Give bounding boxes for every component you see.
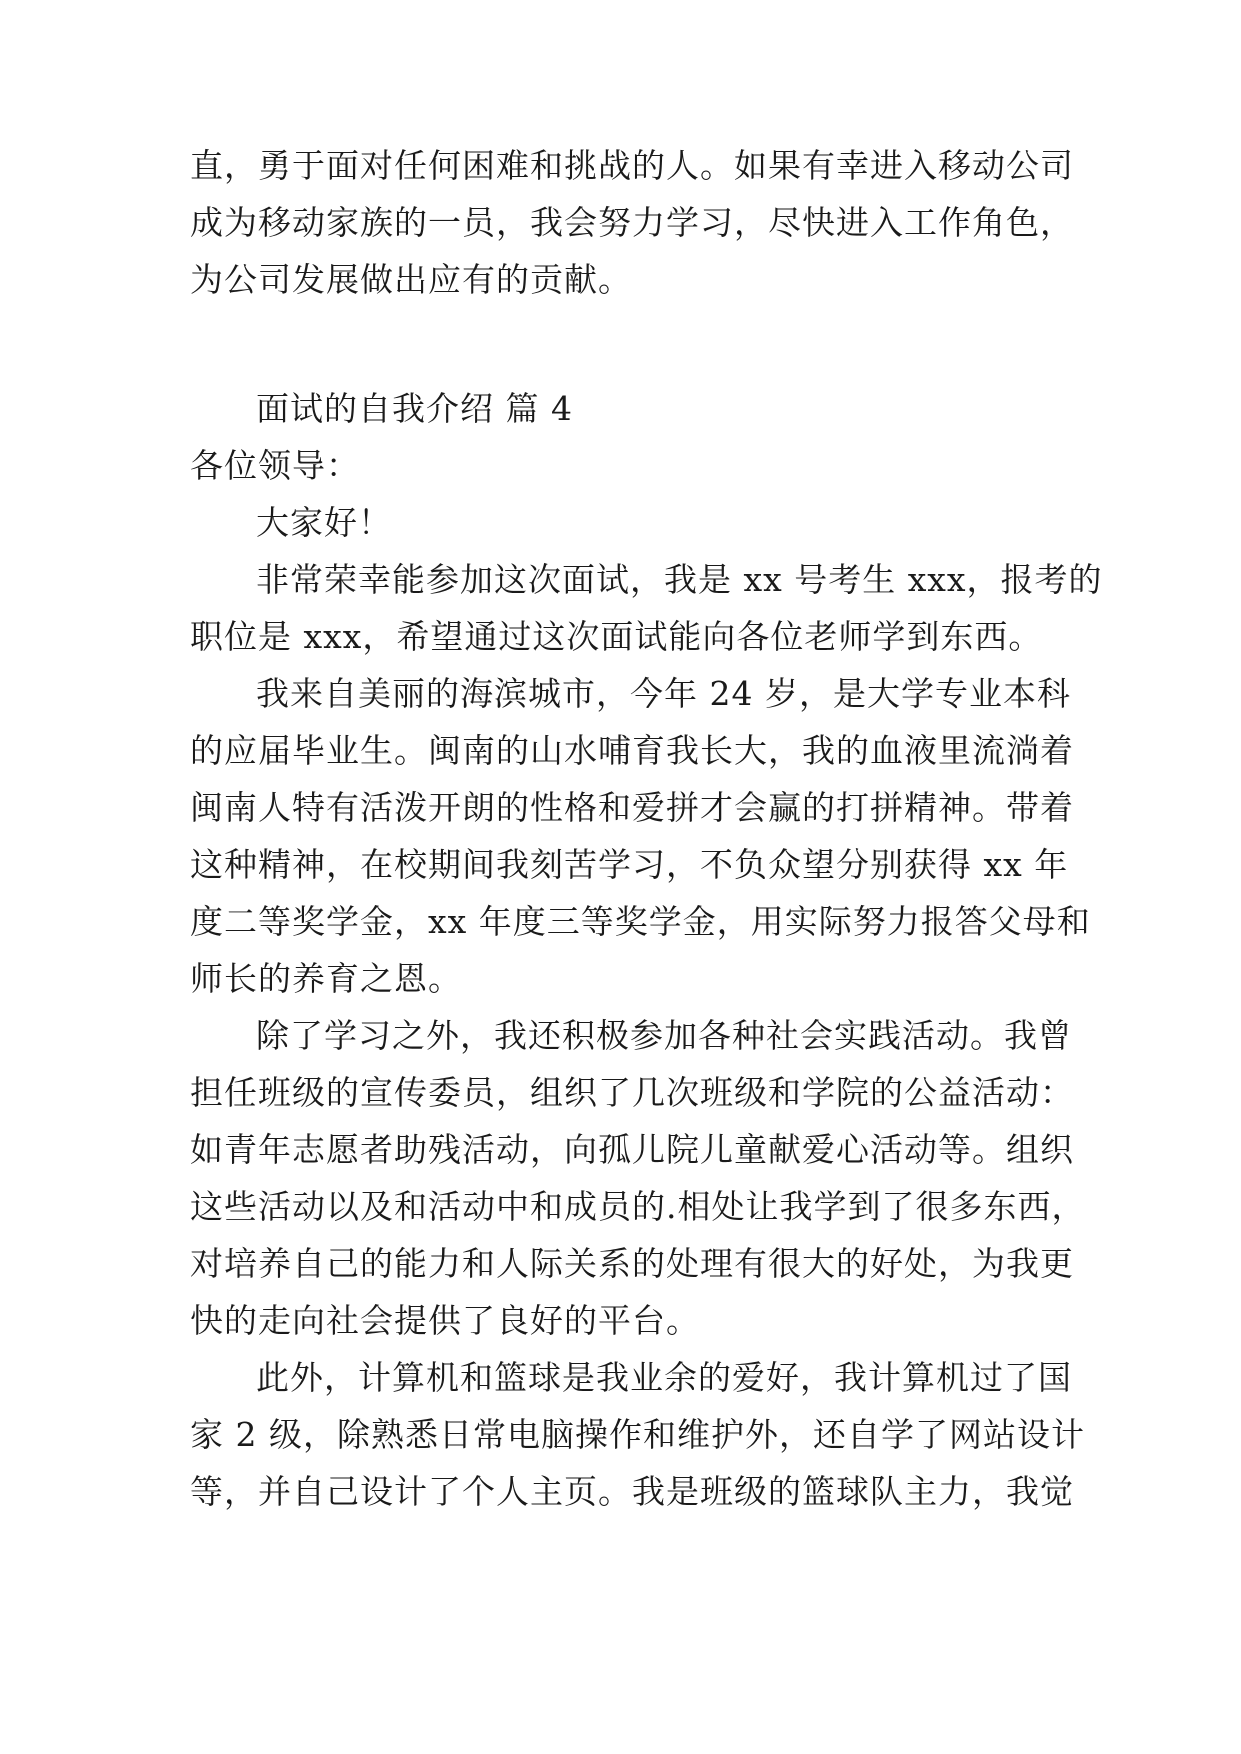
section-heading: 面试的自我介绍 篇 4 — [256, 389, 573, 428]
text-line: 如青年志愿者助残活动，向孤儿院儿童献爱心活动等。组织 — [190, 1130, 1074, 1169]
text-line: 师长的养育之恩。 — [190, 959, 462, 998]
greeting: 大家好！ — [256, 503, 392, 542]
text-line: 职位是 xxx，希望通过这次面试能向各位老师学到东西。 — [190, 617, 1043, 656]
text-line: 等，并自己设计了个人主页。我是班级的篮球队主力，我觉 — [190, 1472, 1074, 1511]
text-line: 担任班级的宣传委员，组织了几次班级和学院的公益活动： — [190, 1073, 1074, 1112]
text-line: 除了学习之外，我还积极参加各种社会实践活动。我曾 — [256, 1016, 1072, 1055]
text-line: 快的走向社会提供了良好的平台。 — [190, 1301, 700, 1340]
salutation: 各位领导： — [190, 446, 360, 485]
text-line: 直，勇于面对任何困难和挑战的人。如果有幸进入移动公司 — [190, 146, 1074, 185]
text-line: 这些活动以及和活动中和成员的.相处让我学到了很多东西， — [190, 1187, 1086, 1226]
text-line: 这种精神，在校期间我刻苦学习，不负众望分别获得 xx 年 — [190, 845, 1069, 884]
text-line: 度二等奖学金，xx 年度三等奖学金，用实际努力报答父母和 — [190, 902, 1091, 941]
text-line: 闽南人特有活泼开朗的性格和爱拼才会赢的打拼精神。带着 — [190, 788, 1074, 827]
text-line: 对培养自己的能力和人际关系的处理有很大的好处，为我更 — [190, 1244, 1074, 1283]
text-line: 非常荣幸能参加这次面试，我是 xx 号考生 xxx，报考的 — [256, 560, 1103, 599]
text-line: 家 2 级，除熟悉日常电脑操作和维护外，还自学了网站设计 — [190, 1415, 1085, 1454]
text-line: 我来自美丽的海滨城市，今年 24 岁，是大学专业本科 — [256, 674, 1071, 713]
text-line: 成为移动家族的一员，我会努力学习，尽快进入工作角色， — [190, 203, 1074, 242]
text-line: 的应届毕业生。闽南的山水哺育我长大，我的血液里流淌着 — [190, 731, 1074, 770]
text-line: 为公司发展做出应有的贡献。 — [190, 260, 632, 299]
text-line: 此外，计算机和篮球是我业余的爱好，我计算机过了国 — [256, 1358, 1072, 1397]
